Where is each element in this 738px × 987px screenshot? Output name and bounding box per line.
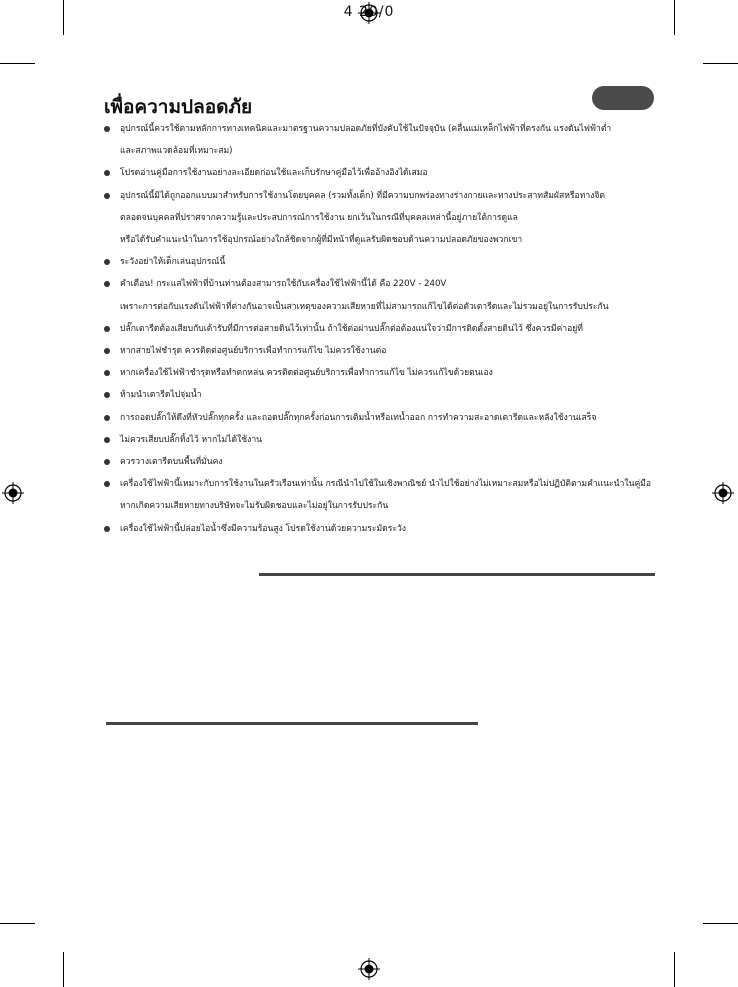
registration-mark-right <box>712 482 734 504</box>
list-item-line: หากสายไฟชำรุด ควรติดต่อศูนย์บริการเพื่อทำการแก้ไข ไม่ควรใช้งานต่อ <box>120 346 387 357</box>
crop-mark <box>0 923 35 924</box>
list-item <box>104 318 664 340</box>
section-title: เพื่อความปลอดภัย <box>104 96 253 118</box>
list-item <box>104 429 664 451</box>
divider-rule <box>259 573 655 576</box>
list-item-line: ห้ามนำเตารีดไปจุ่มน้ำ <box>120 390 202 401</box>
list-item-line: โปรดอ่านคู่มือการใช้งานอย่างละเอียดก่อนใช้และเก็บรักษาคู่มือไว้เพื่ออ้างอิงได้เสมอ <box>120 168 428 179</box>
list-item <box>104 473 664 517</box>
list-item <box>104 340 664 362</box>
registration-mark-left <box>2 482 24 504</box>
list-item-line: ตลอดจนบุคคลที่ปราศจากความรู้และประสบการณ์การใช้งาน ยกเว้นในกรณีที่บุคคลเหล่านี้อยู่ภายใต้การดูแล <box>120 212 518 223</box>
list-item-line: ไม่ควรเสียบปลั๊กทิ้งไว้ หากไม่ได้ใช้งาน <box>120 434 263 445</box>
list-item <box>104 251 664 273</box>
list-item <box>104 384 664 406</box>
list-item-line: ปลั๊กเตารีดต้องเสียบกับเต้ารับที่มีการต่อสายดินไว้เท่านั้น ถ้าใช้ต่อผ่านปลั๊กต่อต้องแน่ใจว่ามีการติดตั้งสายดินไว้ ซึ่งควรมีค่าอยู่ที่ <box>120 323 583 334</box>
list-item-line: เพราะการต่อกับแรงดันไฟฟ้าที่ต่างกันอาจเป็นสาเหตุของความเสียหายที่ไม่สามารถแก้ไขได้ต่อตัวเตารีดและไม่รวมอยู่ในการรับประกัน <box>120 301 609 312</box>
list-item-line: และสภาพแวดล้อมที่เหมาะสม) <box>120 146 233 157</box>
crop-mark <box>674 952 675 987</box>
list-item <box>104 185 664 252</box>
crop-mark <box>703 923 738 924</box>
list-item-line: อุปกรณ์นี้ควรใช้ตามหลักการทางเทคนิคและมาตรฐานความปลอดภัยที่บังคับใช้ในปัจจุบัน (คลื่นแม่เหล็กไฟฟ้าที่ตรงกัน แรงดันไฟฟ้าต่ำ <box>120 124 612 134</box>
list-item-line: เครื่องใช้ไฟฟ้านี้เหมาะกับการใช้งานในครัวเรือนเท่านั้น กรณีนำไปใช้ในเชิงพาณิชย์ นำไปใช้อย่างไม่เหมาะสมหรือไม่ปฏิบัติตามคำแนะนำในคู่มือ <box>120 479 652 490</box>
list-item-line: คำเตือน! กระแสไฟฟ้าที่บ้านท่านต้องสามารถใช้กับเครื่องใช้ไฟฟ้านี้ได้ คือ 220V - 240V <box>120 279 447 290</box>
safety-list <box>104 118 664 540</box>
page-header-number: 4 20/0 <box>343 4 395 20</box>
crop-mark <box>63 952 64 987</box>
list-item-line: หากเครื่องใช้ไฟฟ้าชำรุดหรือทำตกหล่น ควรติดต่อศูนย์บริการเพื่อทำการแก้ไข ไม่ควรแก้ไขด้วยตนเอง <box>120 368 493 379</box>
list-item <box>104 518 664 540</box>
divider-rule <box>106 722 478 725</box>
list-item <box>104 118 664 162</box>
list-item-line: การถอดปลั๊กให้ดึงที่หัวปลั๊กทุกครั้ง และถอดปลั๊กทุกครั้งก่อนการเติมน้ำหรือเทน้ำออก การทำความสะอาดเตารีดและหลังใช้งานเสร็จ <box>120 412 597 423</box>
list-item-line: หรือได้รับคำแนะนำในการใช้อุปกรณ์อย่างใกล้ชิดจากผู้ที่มีหน้าที่ดูแลรับผิดชอบด้านความปลอดภัยของพวกเขา <box>120 235 523 246</box>
list-item <box>104 162 664 184</box>
list-item <box>104 451 664 473</box>
crop-mark <box>0 63 35 64</box>
list-item-line: ควรวางเตารีดบนพื้นที่มั่นคง <box>120 457 223 468</box>
list-item-line: เครื่องใช้ไฟฟ้านี้ปล่อยไอน้ำซึ่งมีความร้อนสูง โปรดใช้งานด้วยความระมัดระวัง <box>120 523 406 534</box>
list-item <box>104 273 664 317</box>
crop-mark <box>703 63 738 64</box>
registration-mark-bottom <box>358 958 380 980</box>
list-item-line: หากเกิดความเสียหายทางบริษัทจะไม่รับผิดชอบและไม่อยู่ในการรับประกัน <box>120 501 389 512</box>
list-item <box>104 362 664 384</box>
list-item-line: อุปกรณ์นี้มิได้ถูกออกแบบมาสำหรับการใช้งานโดยบุคคล (รวมทั้งเด็ก) ที่มีความบกพร่องทางร่างกายและทางประสาทสัมผัสหรือทางจิต <box>120 190 605 201</box>
list-item-line: ระวังอย่าให้เด็กเล่นอุปกรณ์นี้ <box>120 257 226 268</box>
language-tab <box>592 86 654 110</box>
list-item <box>104 407 664 429</box>
